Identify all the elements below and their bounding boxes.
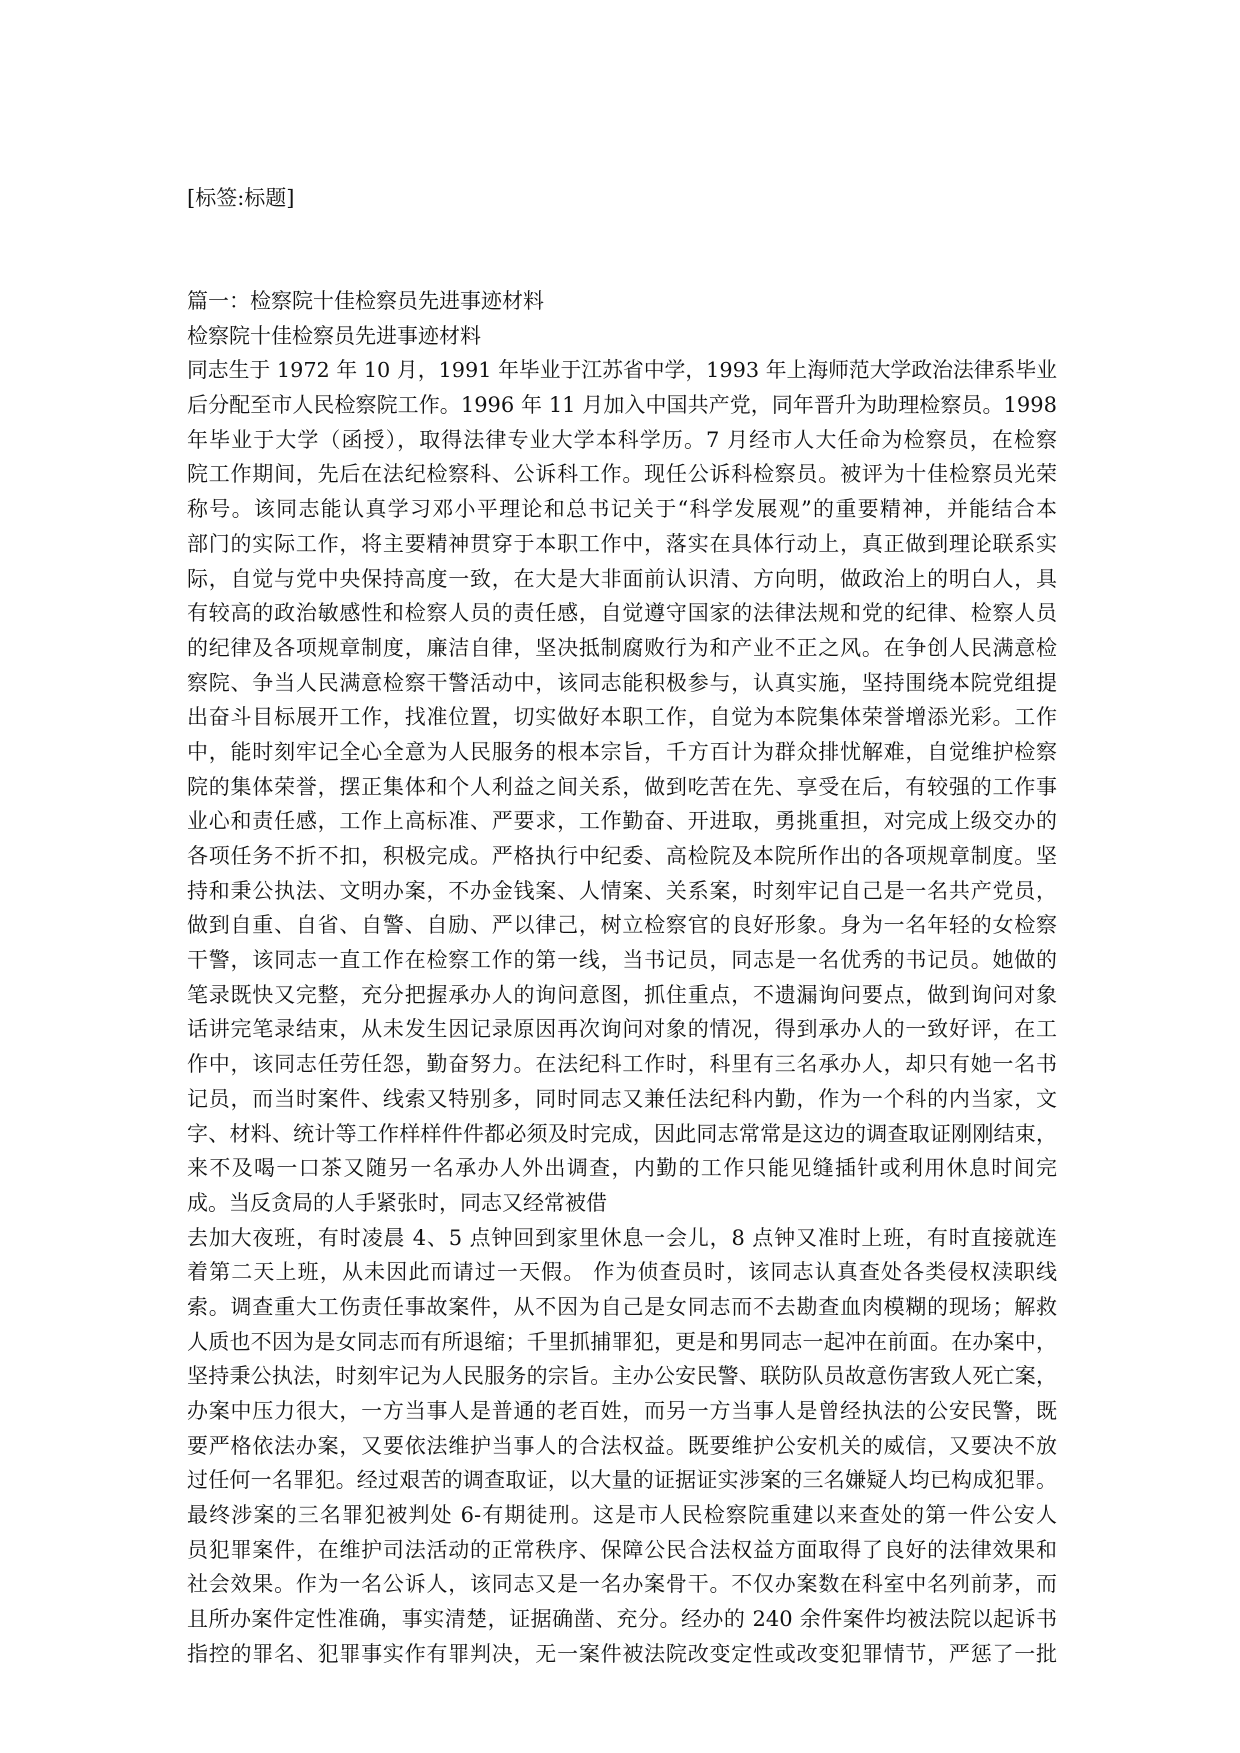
body-text-line: 院工作期间，先后在法纪检察科、公诉科工作。现任公诉科检察员。被评为十佳检察员光荣 (187, 462, 1057, 487)
body-text-line: 中，能时刻牢记全心全意为人民服务的根本宗旨，千方百计为群众排忧解难，自觉维护检察 (187, 739, 1057, 764)
body-text-line: 作中，该同志任劳任怨，勤奋努力。在法纪科工作时，科里有三名承办人，却只有她一名书 (187, 1052, 1057, 1077)
body-text-line: 索。调查重大工伤责任事故案件，从不因为自己是女同志而不去勘查血肉模糊的现场；解救 (187, 1294, 1057, 1319)
body-text-line: 年毕业于大学（函授），取得法律专业大学本科学历。7 月经市人大任命为检察员，在检察 (187, 427, 1057, 452)
body-text-line: 际，自觉与党中央保持高度一致，在大是大非面前认识清、方向明，做政治上的明白人，具 (187, 566, 1057, 591)
body-text-line: 业心和责任感，工作上高标准、严要求，工作勤奋、开进取，勇挑重担，对完成上级交办的 (187, 809, 1057, 834)
body-text-line: 有较高的政治敏感性和检察人员的责任感，自觉遵守国家的法律法规和党的纪律、检察人员 (187, 601, 1057, 626)
body-text-line: 记员，而当时案件、线索又特别多，同时同志又兼任法纪科内勤，作为一个科的内当家，文 (187, 1086, 1057, 1111)
body-text-line: 办案中压力很大，一方当事人是普通的老百姓，而另一方当事人是曾经执法的公安民警，既 (187, 1399, 1057, 1423)
body-text-line: 员犯罪案件，在维护司法活动的正常秩序、保障公民合法权益方面取得了良好的法律效果和 (187, 1537, 1057, 1562)
body-text-line: 的纪律及各项规章制度，廉洁自律，坚决抵制腐败行为和产业不正之风。在争创人民满意检 (187, 635, 1057, 660)
body-text-line: 笔录既快又完整，充分把握承办人的询问意图，抓住重点，不遗漏询问要点，做到询问对象 (187, 982, 1057, 1007)
article-subheading: 检察院十佳检察员先进事迹材料 (187, 323, 481, 348)
body-text-line: 坚持秉公执法，时刻牢记为人民服务的宗旨。主办公安民警、联防队员故意伤害致人死亡案， (187, 1364, 1057, 1389)
body-text-line: 要严格依法办案，又要依法维护当事人的合法权益。既要维护公安机关的威信，又要决不放 (187, 1433, 1057, 1458)
body-text-line: 过任何一名罪犯。经过艰苦的调查取证，以大量的证据证实涉案的三名嫌疑人均已构成犯罪。 (187, 1468, 1057, 1493)
body-text-line: 话讲完笔录结束，从未发生因记录原因再次询问对象的情况，得到承办人的一致好评，在工 (187, 1017, 1057, 1042)
body-text-line: 称号。该同志能认真学习邓小平理论和总书记关于“科学发展观”的重要精神，并能结合本 (187, 497, 1057, 522)
body-text-line: 后分配至市人民检察院工作。1996 年 11 月加入中国共产党，同年晋升为助理检察员。1998 (187, 393, 1057, 418)
body-text-line: 最终涉案的三名罪犯被判处 6-有期徒刑。这是市人民检察院重建以来查处的第一件公安人 (187, 1503, 1057, 1528)
body-text-line: 着第二天上班，从未因此而请过一天假。 作为侦查员时，该同志认真查处各类侵权渎职线 (187, 1260, 1057, 1285)
body-text-line: 且所办案件定性准确，事实清楚，证据确凿、充分。经办的 240 余件案件均被法院以起诉书 (187, 1607, 1057, 1632)
body-text-line: 社会效果。作为一名公诉人，该同志又是一名办案骨干。不仅办案数在科室中名列前茅，而 (187, 1572, 1057, 1597)
body-text-line: 干警，该同志一直工作在检察工作的第一线，当书记员，同志是一名优秀的书记员。她做的 (187, 948, 1057, 973)
body-text-line: 院的集体荣誉，摆正集体和个人利益之间关系，做到吃苦在先、享受在后，有较强的工作事 (187, 774, 1057, 799)
body-text-line: 来不及喝一口茶又随另一名承办人外出调查，内勤的工作只能见缝插针或利用休息时间完 (187, 1156, 1057, 1181)
body-text-line: 成。当反贪局的人手紧张时，同志又经常被借 (187, 1190, 607, 1215)
body-text-line: 同志生于 1972 年 10 月，1991 年毕业于江苏省中学，1993 年上海师范大学政治法律系毕业 (187, 358, 1057, 383)
body-text-line: 去加大夜班，有时凌晨 4、5 点钟回到家里休息一会儿，8 点钟又准时上班，有时直接就连 (187, 1225, 1057, 1250)
tag-label: [标签:标题] (187, 186, 295, 210)
document-body (187, 284, 1057, 1672)
body-text-line: 字、材料、统计等工作样样件件都必须及时完成，因此同志常常是这边的调查取证刚刚结束， (187, 1121, 1057, 1146)
body-text-line: 持和秉公执法、文明办案，不办金钱案、人情案、关系案，时刻牢记自己是一名共产党员， (187, 878, 1057, 903)
body-text-line: 察院、争当人民满意检察干警活动中，该同志能积极参与，认真实施，坚持围绕本院党组提 (187, 670, 1057, 695)
body-text-line: 做到自重、自省、自警、自励、严以律己，树立检察官的良好形象。身为一名年轻的女检察 (187, 913, 1057, 938)
body-text-line: 人质也不因为是女同志而有所退缩；千里抓捕罪犯，更是和男同志一起冲在前面。在办案中， (187, 1329, 1057, 1354)
body-text-line: 各项任务不折不扣，积极完成。严格执行中纪委、高检院及本院所作出的各项规章制度。坚 (187, 844, 1057, 868)
body-text-line: 指控的罪名、犯罪事实作有罪判决，无一案件被法院改变定性或改变犯罪情节，严惩了一批 (187, 1641, 1057, 1666)
body-text-line: 出奋斗目标展开工作，找准位置，切实做好本职工作，自觉为本院集体荣誉增添光彩。工作 (187, 705, 1057, 730)
body-text-line: 部门的实际工作，将主要精神贯穿于本职工作中，落实在具体行动上，真正做到理论联系实 (187, 531, 1057, 556)
article-heading: 篇一：检察院十佳检察员先进事迹材料 (187, 289, 544, 313)
